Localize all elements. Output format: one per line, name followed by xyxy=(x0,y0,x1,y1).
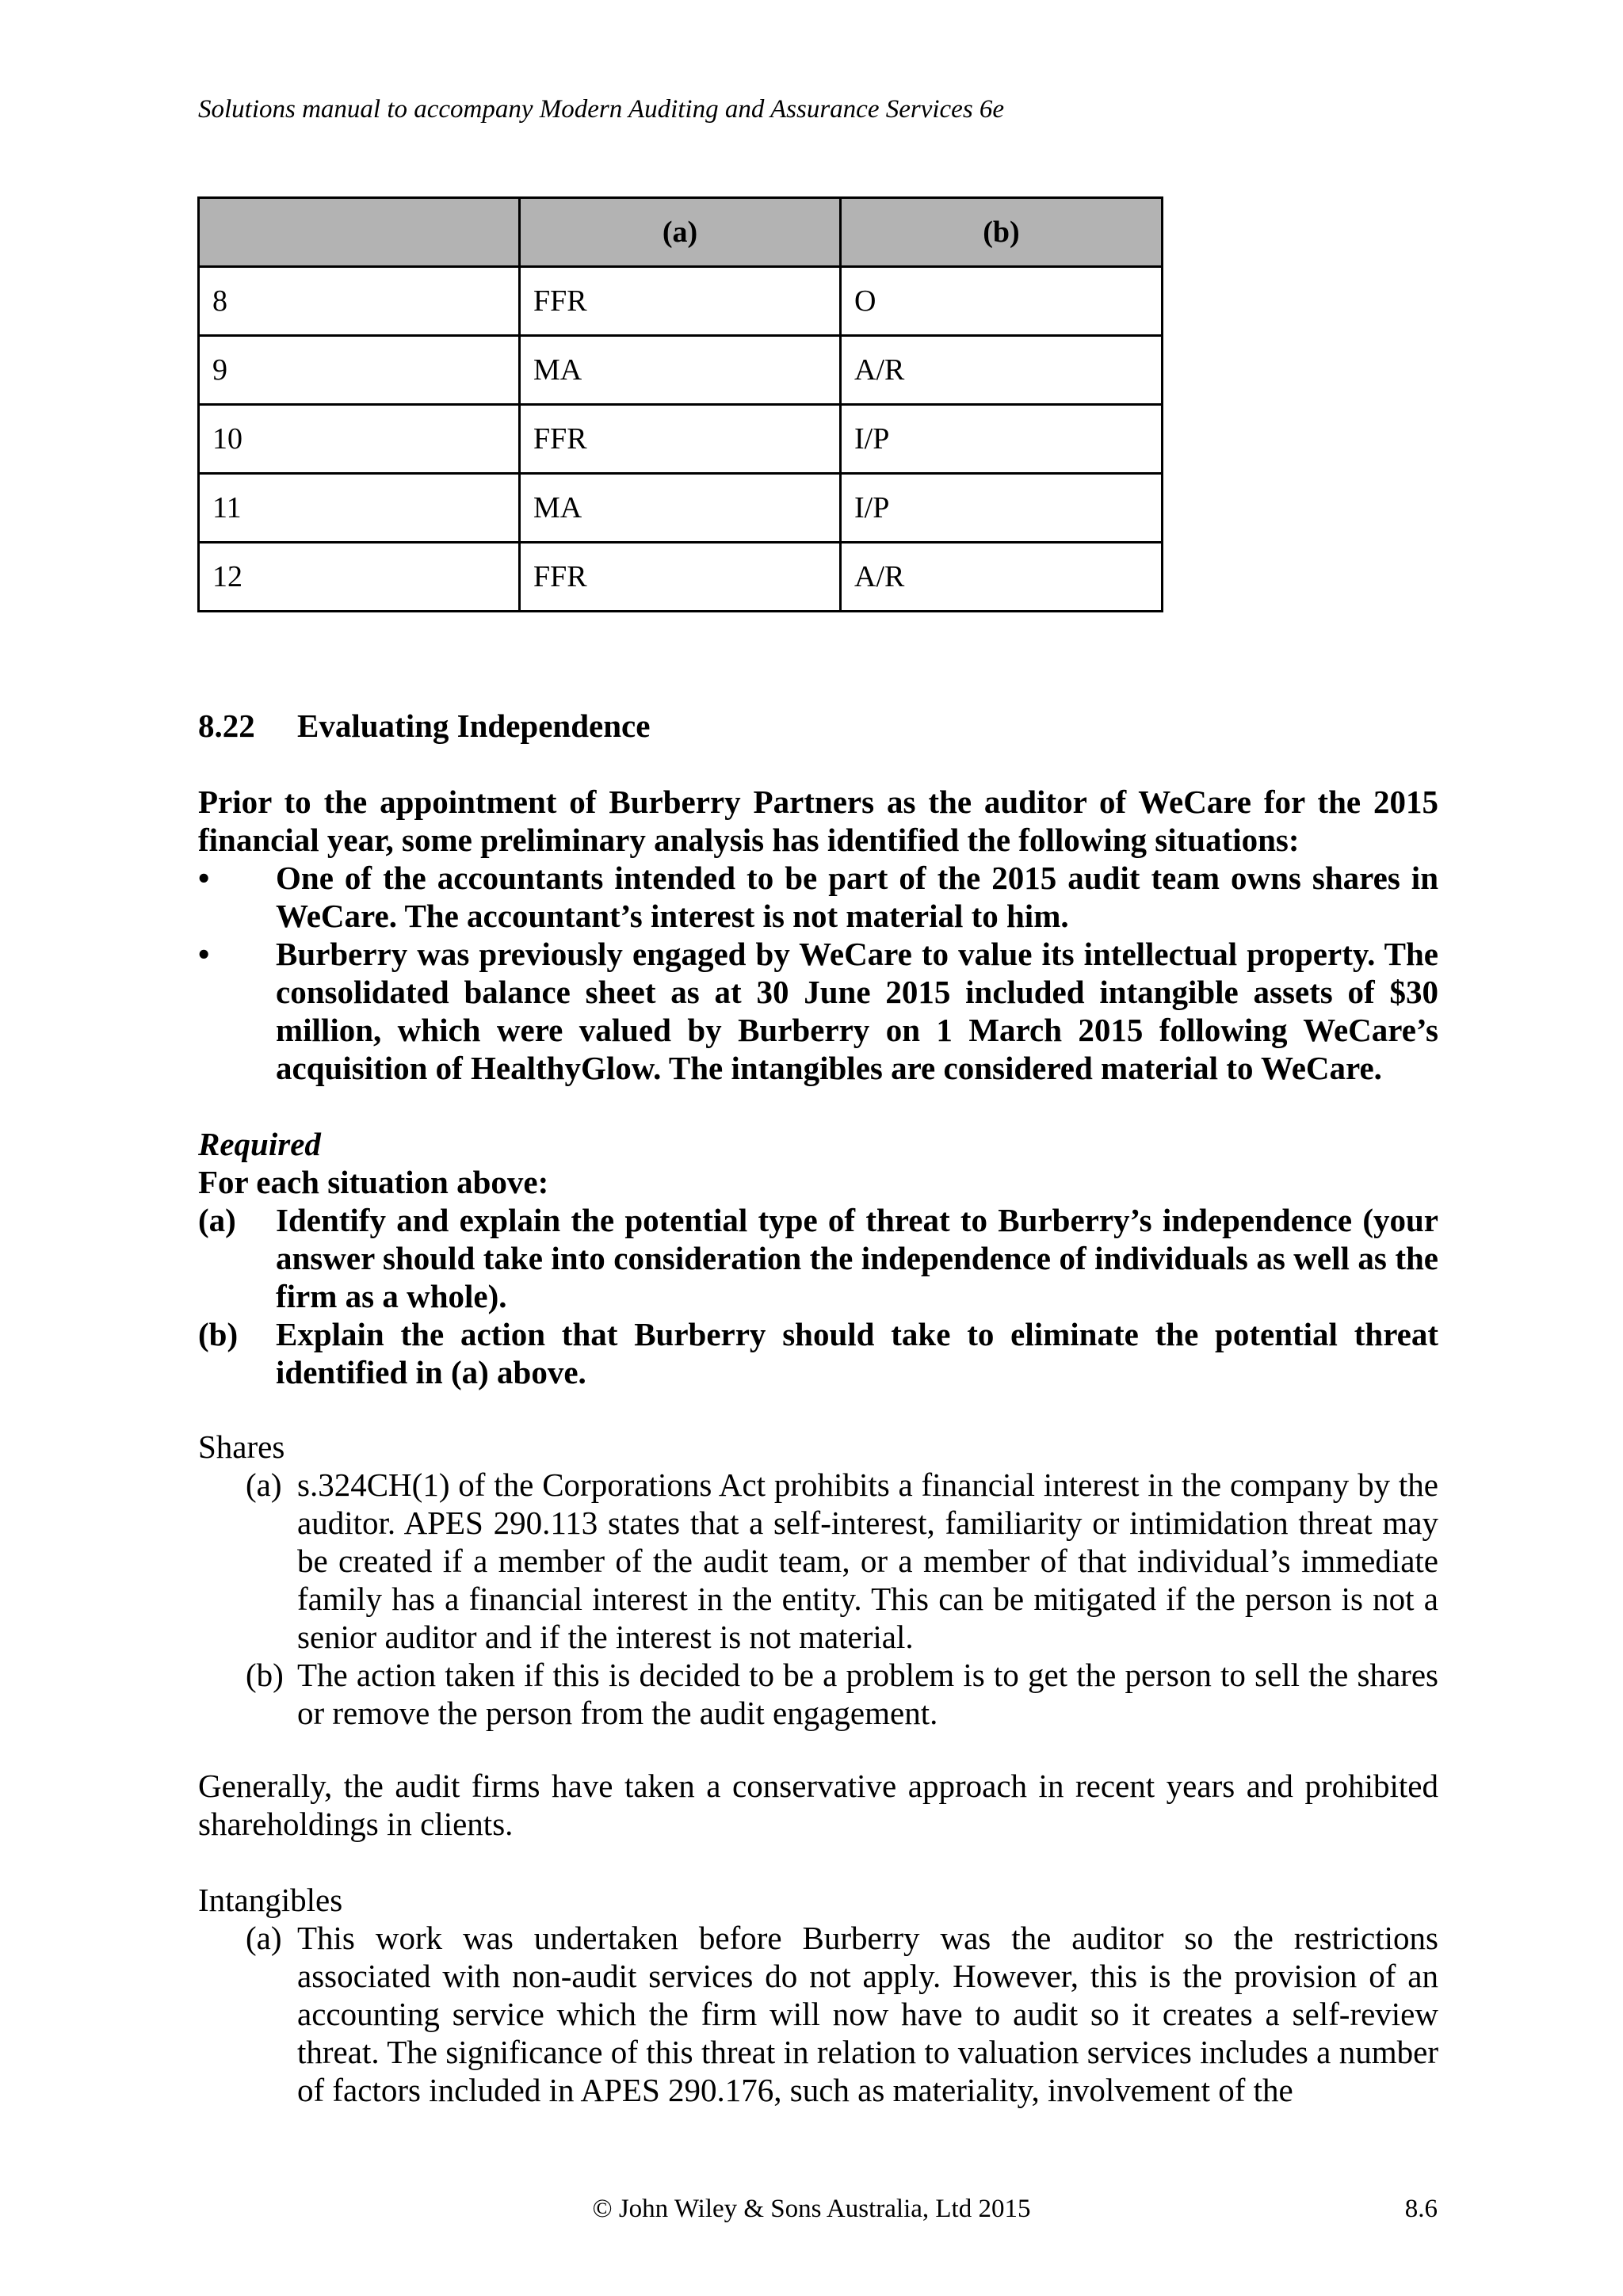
answer-label: (a) xyxy=(246,1466,282,1503)
answer-text: This work was undertaken before Burberry was the auditor so the restrictions associated with non-audit services do not apply. However, this is the provision of an accounting service which the firm will now have to audit so it creates a self-review threat. The significance of this threat in relation to valuation services includes a number of factors included in APES 290.176, such as materiality, involvement of the xyxy=(297,1920,1438,2108)
intangibles-heading: Intangibles xyxy=(198,1882,343,1918)
list-item xyxy=(198,1466,1438,1656)
table-row xyxy=(199,474,1163,543)
answer-table xyxy=(197,196,1163,612)
table-cell: 11 xyxy=(199,474,520,543)
bullet-text: Burberry was previously engaged by WeCare to value its intellectual property. The consolidated balance sheet as at 30 June 2015 included intangible assets of $30 million, which were valued by Burberry on 1 March 2015 following WeCare’s acquisition of HealthyGlow. The intangibles are considered material to WeCare. xyxy=(276,936,1438,1086)
bullet-text: One of the accountants intended to be part of the 2015 audit team owns shares in WeCare. The accountant’s interest is not material to him. xyxy=(276,860,1438,934)
shares-answer-block xyxy=(198,1428,1438,1732)
table-cell: A/R xyxy=(841,543,1163,612)
table-cell: 9 xyxy=(199,336,520,405)
table-cell: FFR xyxy=(520,267,841,336)
question-intro: Prior to the appointment of Burberry Partners as the auditor of WeCare for the 2015 financial year, some preliminary analysis has identified the following situations: xyxy=(198,784,1438,858)
table-cell: O xyxy=(841,267,1163,336)
table-header-cell: (a) xyxy=(520,198,841,267)
table-row xyxy=(199,405,1163,474)
part-label: (b) xyxy=(198,1316,239,1352)
answer-label: (b) xyxy=(246,1657,284,1693)
table-header-cell: (b) xyxy=(841,198,1163,267)
list-item xyxy=(198,935,1438,1087)
section-number: 8.22 xyxy=(198,707,255,744)
required-block xyxy=(198,1125,1438,1391)
table-cell: FFR xyxy=(520,405,841,474)
list-item xyxy=(198,1656,1438,1732)
list-item xyxy=(198,859,1438,935)
table-cell: I/P xyxy=(841,474,1163,543)
table-cell: MA xyxy=(520,474,841,543)
footer-copyright: © John Wiley & Sons Australia, Ltd 2015 xyxy=(592,2195,1031,2223)
required-label: Required xyxy=(198,1126,321,1162)
section-heading xyxy=(198,707,650,745)
question-block xyxy=(198,783,1438,1087)
page-number: 8.6 xyxy=(1404,2195,1438,2223)
table-cell: 12 xyxy=(199,543,520,612)
part-label: (a) xyxy=(198,1202,236,1238)
intangibles-answer-block xyxy=(198,1881,1438,2109)
part-text: Explain the action that Burberry should take to eliminate the potential threat identified in (a) above. xyxy=(276,1316,1438,1390)
table-row xyxy=(199,267,1163,336)
required-lead: For each situation above: xyxy=(198,1164,549,1200)
table-cell: MA xyxy=(520,336,841,405)
answer-text: s.324CH(1) of the Corporations Act prohibits a financial interest in the company by the auditor. APES 290.113 states that a self-interest, familiarity or intimidation threat may be created if a member of the audit team, or a member of that individual’s immediate family has a financial interest in the entity. This can be mitigated if the person is not a senior auditor and if the interest is not material. xyxy=(297,1466,1438,1655)
table-cell: I/P xyxy=(841,405,1163,474)
section-title: Evaluating Independence xyxy=(297,707,651,744)
shares-heading: Shares xyxy=(198,1428,285,1465)
running-header: Solutions manual to accompany Modern Auditing and Assurance Services 6e xyxy=(198,95,1005,124)
bullet-icon: • xyxy=(198,860,210,896)
bullet-icon: • xyxy=(198,936,210,972)
table-row xyxy=(199,336,1163,405)
table-header-cell xyxy=(199,198,520,267)
list-item xyxy=(198,1315,1438,1391)
table-cell: 10 xyxy=(199,405,520,474)
answer-label: (a) xyxy=(246,1920,282,1956)
table-cell: A/R xyxy=(841,336,1163,405)
list-item xyxy=(198,1201,1438,1315)
list-item xyxy=(198,1919,1438,2109)
table-cell: FFR xyxy=(520,543,841,612)
table-cell: 8 xyxy=(199,267,520,336)
table-row xyxy=(199,543,1163,612)
part-text: Identify and explain the potential type of threat to Burberry’s independence (your answer should take into consideration the independence of individuals as well as the firm as a whole). xyxy=(276,1202,1438,1314)
general-note: Generally, the audit firms have taken a conservative approach in recent years and prohibited shareholdings in clients. xyxy=(198,1768,1438,1842)
answer-text: The action taken if this is decided to be a problem is to get the person to sell the shares or remove the person from the audit engagement. xyxy=(297,1657,1438,1731)
table-header-row xyxy=(199,198,1163,267)
